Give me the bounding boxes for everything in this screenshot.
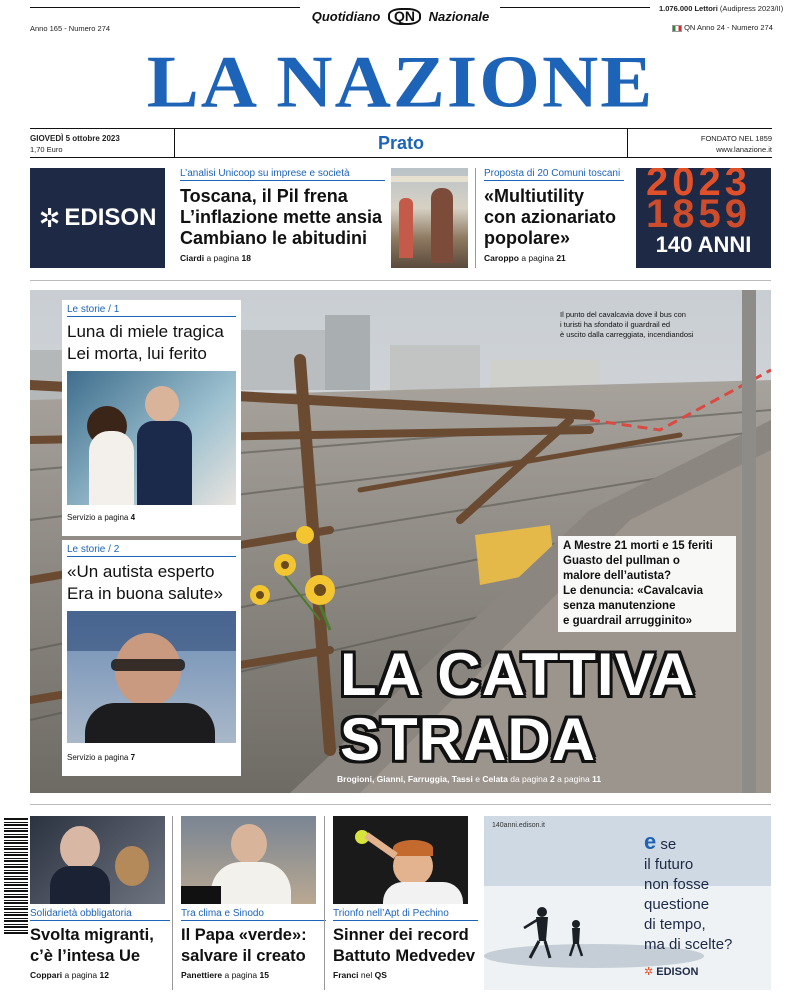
supermarket-photo: [391, 168, 468, 268]
edison-logo-text: EDISON: [64, 204, 157, 231]
barcode: [4, 818, 28, 934]
teaser-unicoop-byline: Ciardi a pagina 18: [180, 253, 251, 263]
edition-city[interactable]: Prato: [174, 129, 628, 157]
edition-right: QN Anno 24 - Numero 274: [672, 23, 773, 32]
pope-photo: [181, 816, 316, 904]
bottom-divider-1: [172, 816, 173, 990]
photo-caption: Il punto del cavalcavia dove il bus con i turisti ha sfondato il guardrail ed è uscito dalla carreggiata, incendiandosi: [560, 310, 694, 339]
bottom-story-2-kicker: Tra clima e Sinodo: [181, 908, 326, 921]
bottom-story-2-byline: Panettiere a pagina 15: [181, 970, 269, 980]
bottom-story-2-headline: Il Papa «verde»: salvare il creato: [181, 926, 307, 965]
meloni-scholz-photo: [30, 816, 165, 904]
date-bar: [30, 128, 772, 158]
main-headline-line-1[interactable]: LA CATTIVA: [340, 641, 696, 708]
bottom-story-pope[interactable]: [181, 908, 326, 980]
bottom-story-1-headline: Svolta migranti, c’è l’intesa Ue: [30, 926, 154, 965]
side-story-driver[interactable]: [62, 540, 241, 776]
edison-star-icon: ✲: [644, 966, 654, 978]
bottom-story-3-kicker: Trionfo nell’Apt di Pechino: [333, 908, 478, 921]
edison-logo-icon: ✲: [38, 202, 61, 233]
side-story-2-page: Servizio a pagina 7: [67, 753, 136, 762]
bottom-story-1-kicker: Solidarietà obbligatoria: [30, 908, 170, 921]
issue-price: 1,70 Euro: [30, 145, 63, 154]
teaser-divider: [475, 168, 476, 268]
edison-ad-box[interactable]: [30, 168, 165, 268]
bottom-story-3-headline: Sinner dei record Battuto Medvedev: [333, 926, 476, 965]
teaser-multiutility-byline: Caroppo a pagina 21: [484, 253, 566, 263]
main-headline-line-2[interactable]: STRADA: [340, 706, 596, 773]
side-story-2-kicker: Le storie / 2: [67, 544, 236, 557]
ad-url[interactable]: 140anni.edison.it: [492, 822, 545, 829]
teaser-unicoop[interactable]: [180, 168, 385, 263]
teaser-unicoop-headline: Toscana, il Pil frena L’inflazione mette ansia Cambiano le abitudini: [180, 186, 383, 248]
bottom-story-sinner[interactable]: [333, 908, 478, 980]
side-story-honeymoon[interactable]: [62, 300, 241, 536]
main-story-credit: Brogioni, Gianni, Farruggia, Tassi e Celata da pagina 2 a pagina 11: [337, 774, 602, 784]
edison-anniversary-ad[interactable]: [484, 816, 771, 990]
website-link[interactable]: www.lanazione.it: [716, 145, 772, 154]
bottom-divider-2: [324, 816, 325, 990]
side-story-1-page: Servizio a pagina 4: [67, 513, 136, 522]
bottom-story-3-byline: Franci nel QS: [333, 970, 387, 980]
italy-flag-icon: [672, 25, 682, 32]
anniversary-box[interactable]: [636, 168, 771, 268]
founded-label: FONDATO NEL 1859: [700, 134, 772, 143]
side-story-1-kicker: Le storie / 1: [67, 304, 236, 317]
side-story-1-headline: Luna di miele tragica Lei morta, lui ferito: [67, 322, 224, 363]
sinner-tennis-photo: [333, 816, 468, 904]
anniversary-year-top: 2023: [646, 168, 751, 204]
issue-date: GIOVEDÌ 5 ottobre 2023: [30, 134, 120, 143]
teaser-unicoop-kicker: L’analisi Unicoop su imprese e società: [180, 168, 385, 181]
wedding-couple-photo: [67, 371, 236, 505]
teaser-multiutility-headline: «Multiutility con azionariato popolare»: [484, 186, 617, 248]
section-divider-top: [30, 280, 771, 281]
main-story-summary: A Mestre 21 morti e 15 feriti Guasto del pullman o malore dell’autista? Le denuncia: «Cavalcavia senza manutenzione e guardrail arrugginito»: [558, 536, 736, 632]
edition-left: Anno 165 - Numero 274: [30, 24, 111, 33]
anniversary-label: 140 ANNI: [655, 232, 752, 257]
qn-logo: QN: [388, 8, 421, 25]
teaser-multiutility-kicker: Proposta di 20 Comuni toscani: [484, 168, 624, 181]
ad-edison-logo: ✲ EDISON: [644, 966, 699, 978]
qn-right-label: Nazionale: [428, 9, 490, 24]
qn-left-label: Quotidiano: [311, 9, 381, 24]
section-divider-bottom: [30, 804, 771, 805]
teaser-multiutility[interactable]: [484, 168, 624, 263]
bottom-story-migrants[interactable]: [30, 908, 170, 980]
newspaper-logo[interactable]: LA NAZIONE: [146, 40, 655, 123]
readers-count: 1.076.000 Lettori (Audipress 2023/II): [659, 4, 784, 13]
ad-copy: e se il futuro non fosse questione di tempo, ma di scelte?: [644, 829, 733, 953]
side-story-2-headline: «Un autista esperto Era in buona salute»: [67, 562, 223, 603]
bus-driver-photo: [67, 611, 236, 743]
anniversary-year-bottom: 1859: [646, 192, 751, 236]
bottom-story-1-byline: Coppari a pagina 12: [30, 970, 109, 980]
